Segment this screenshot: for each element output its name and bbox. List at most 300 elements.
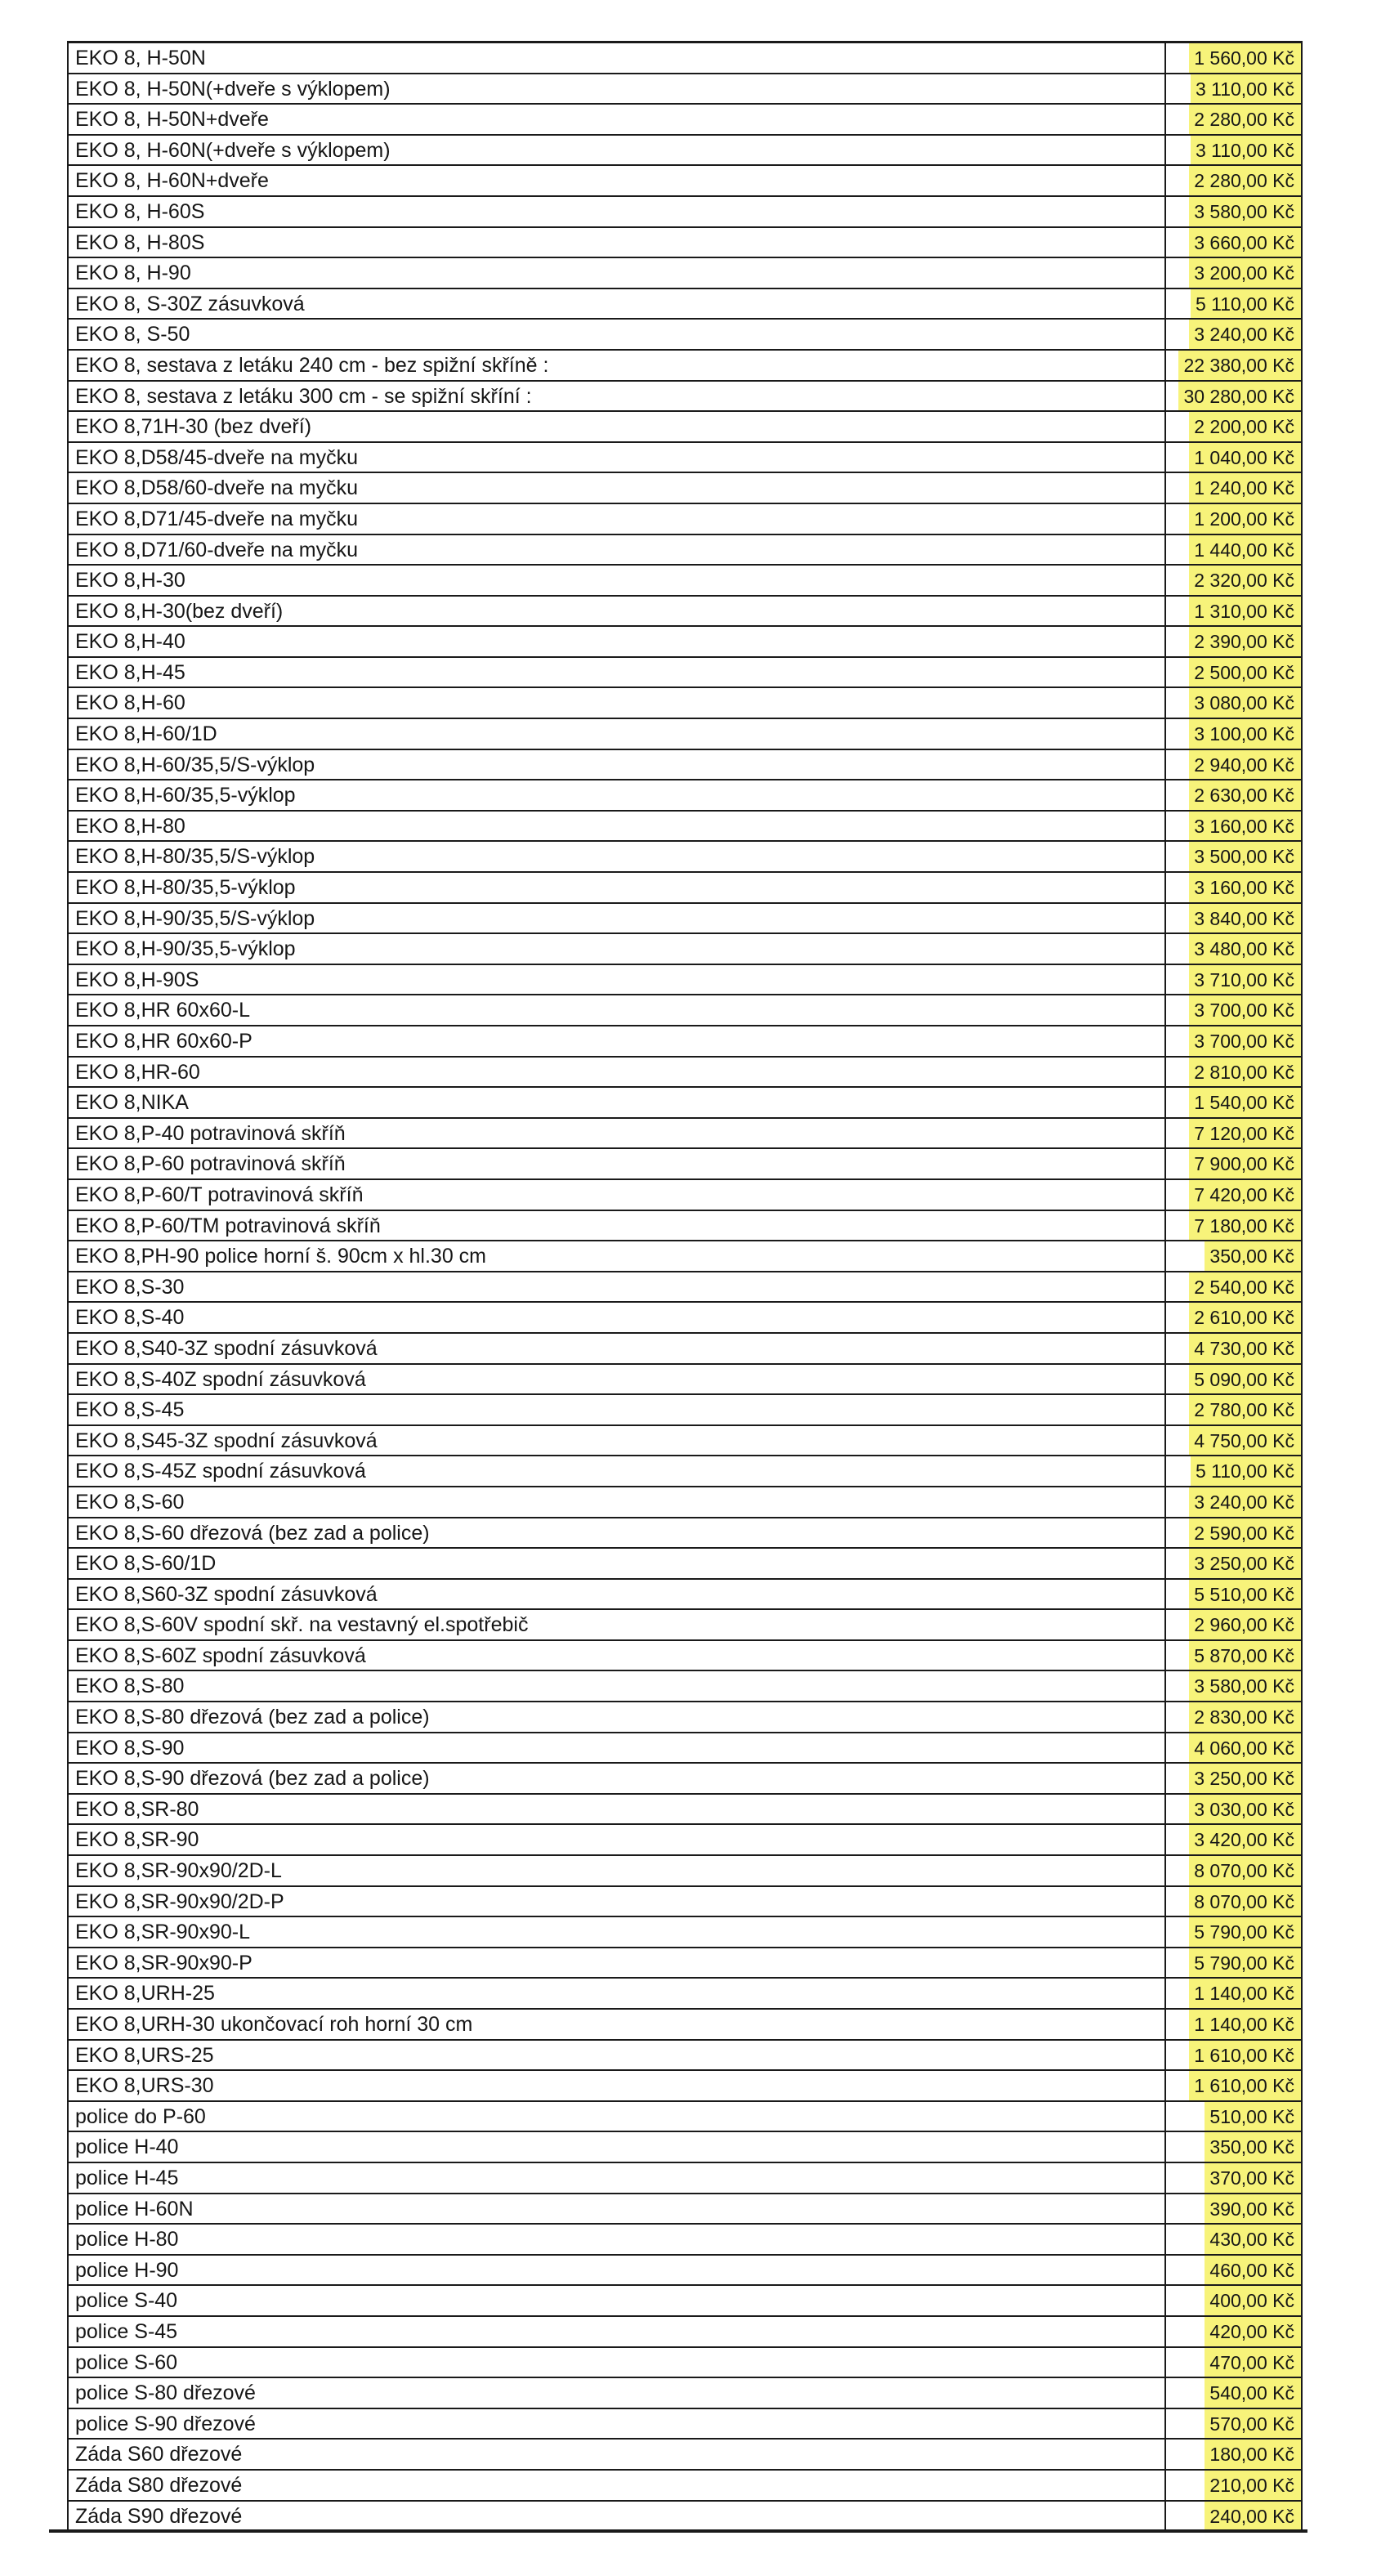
item-name: EKO 8, H-50N(+dveře s výklopem) (69, 74, 1166, 104)
table-row (69, 1887, 1303, 1918)
item-price: 5 870,00 Kč (1189, 1641, 1301, 1670)
price-cell (1166, 1395, 1303, 1424)
item-name: EKO 8,P-60/TM potravinová skříň (69, 1211, 1166, 1241)
table-row (69, 904, 1303, 935)
item-name: EKO 8,S-60 (69, 1487, 1166, 1517)
table-row (69, 289, 1303, 320)
table-row (69, 443, 1303, 474)
item-name: police S-80 dřezové (69, 2378, 1166, 2408)
item-price: 1 310,00 Kč (1189, 597, 1301, 626)
item-name: EKO 8,S40-3Z spodní zásuvková (69, 1334, 1166, 1363)
item-name: EKO 8,D71/60-dveře na myčku (69, 535, 1166, 565)
item-price: 570,00 Kč (1205, 2409, 1301, 2439)
price-cell (1166, 1303, 1303, 1332)
item-name: police H-45 (69, 2163, 1166, 2193)
price-cell (1166, 2071, 1303, 2100)
price-cell (1166, 1119, 1303, 1148)
item-price: 3 240,00 Kč (1189, 320, 1301, 349)
item-price: 7 120,00 Kč (1189, 1119, 1301, 1148)
item-name: EKO 8,H-30 (69, 566, 1166, 595)
price-cell (1166, 504, 1303, 534)
item-price: 2 280,00 Kč (1189, 105, 1301, 134)
price-cell (1166, 1334, 1303, 1363)
item-price: 400,00 Kč (1205, 2286, 1301, 2315)
item-name: EKO 8,SR-90x90/2D-L (69, 1856, 1166, 1885)
price-cell (1166, 1211, 1303, 1241)
item-name: police do P-60 (69, 2102, 1166, 2131)
table-row (69, 197, 1303, 228)
item-name: EKO 8,S-60 dřezová (bez zad a police) (69, 1518, 1166, 1548)
price-cell (1166, 1549, 1303, 1578)
table-row (69, 1365, 1303, 1396)
price-cell (1166, 1365, 1303, 1394)
table-row (69, 473, 1303, 504)
table-row (69, 412, 1303, 443)
item-price: 3 500,00 Kč (1189, 842, 1301, 871)
item-name: police S-45 (69, 2317, 1166, 2346)
item-name: police S-60 (69, 2348, 1166, 2377)
price-cell (1166, 2502, 1303, 2531)
price-cell (1166, 658, 1303, 687)
price-cell (1166, 965, 1303, 995)
item-price: 2 630,00 Kč (1189, 780, 1301, 810)
table-row (69, 1211, 1303, 1242)
item-name: EKO 8,URH-30 ukončovací roh horní 30 cm (69, 2010, 1166, 2039)
price-cell (1166, 719, 1303, 749)
item-name: EKO 8,H-60/35,5/S-výklop (69, 750, 1166, 780)
price-cell (1166, 1487, 1303, 1517)
table-row (69, 320, 1303, 351)
item-name: EKO 8,P-40 potravinová skříň (69, 1119, 1166, 1148)
item-price: 350,00 Kč (1205, 2132, 1301, 2162)
item-price: 4 750,00 Kč (1189, 1426, 1301, 1456)
price-cell (1166, 1026, 1303, 1056)
price-cell (1166, 1825, 1303, 1854)
item-price: 3 250,00 Kč (1189, 1549, 1301, 1578)
table-row (69, 1518, 1303, 1550)
table-row (69, 995, 1303, 1026)
item-name: EKO 8,S-45Z spodní zásuvková (69, 1456, 1166, 1486)
price-cell (1166, 904, 1303, 933)
price-cell (1166, 1917, 1303, 1947)
table-row (69, 1088, 1303, 1119)
item-name: police S-90 dřezové (69, 2409, 1166, 2439)
item-name: EKO 8, H-60N(+dveře s výklopem) (69, 136, 1166, 165)
table-row (69, 2071, 1303, 2102)
item-price: 3 160,00 Kč (1189, 873, 1301, 902)
table-row (69, 812, 1303, 843)
price-cell (1166, 1641, 1303, 1670)
item-name: EKO 8,H-90/35,5-výklop (69, 934, 1166, 964)
item-name: EKO 8,H-80/35,5/S-výklop (69, 842, 1166, 871)
table-row (69, 1026, 1303, 1058)
item-price: 1 140,00 Kč (1189, 2010, 1301, 2039)
table-row (69, 2378, 1303, 2409)
table-row (69, 719, 1303, 750)
price-cell (1166, 197, 1303, 226)
item-price: 2 590,00 Kč (1189, 1518, 1301, 1548)
price-cell (1166, 2286, 1303, 2315)
price-cell (1166, 258, 1303, 288)
table-row (69, 1149, 1303, 1180)
item-name: EKO 8,H-30(bez dveří) (69, 597, 1166, 626)
item-price: 180,00 Kč (1205, 2440, 1301, 2469)
price-cell (1166, 1610, 1303, 1639)
item-name: police H-90 (69, 2256, 1166, 2285)
table-row (69, 2409, 1303, 2440)
price-cell (1166, 1518, 1303, 1548)
price-cell (1166, 1795, 1303, 1824)
table-row (69, 597, 1303, 628)
item-price: 1 200,00 Kč (1189, 504, 1301, 534)
item-price: 2 610,00 Kč (1189, 1303, 1301, 1332)
item-price: 1 610,00 Kč (1189, 2071, 1301, 2100)
item-name: EKO 8, H-60N+dveře (69, 166, 1166, 195)
item-name: EKO 8,D71/45-dveře na myčku (69, 504, 1166, 534)
table-row (69, 136, 1303, 167)
item-price: 2 320,00 Kč (1189, 566, 1301, 595)
item-name: EKO 8,S60-3Z spodní zásuvková (69, 1580, 1166, 1609)
price-cell (1166, 43, 1303, 73)
table-row (69, 1058, 1303, 1089)
item-name: EKO 8,P-60 potravinová skříň (69, 1149, 1166, 1178)
table-row (69, 2256, 1303, 2287)
table-row (69, 658, 1303, 689)
table-row (69, 1764, 1303, 1795)
table-row (69, 1456, 1303, 1487)
table-row (69, 1948, 1303, 1979)
item-price: 8 070,00 Kč (1189, 1887, 1301, 1916)
table-row (69, 627, 1303, 658)
table-row (69, 351, 1303, 382)
price-cell (1166, 473, 1303, 503)
item-price: 2 540,00 Kč (1189, 1272, 1301, 1302)
price-cell (1166, 688, 1303, 718)
table-bottom-border (49, 2529, 1307, 2533)
price-cell (1166, 1764, 1303, 1793)
price-cell (1166, 136, 1303, 165)
table-row (69, 1180, 1303, 1211)
item-name: EKO 8, H-60S (69, 197, 1166, 226)
item-name: EKO 8,URS-30 (69, 2071, 1166, 2100)
price-cell (1166, 412, 1303, 441)
item-name: EKO 8,SR-90x90/2D-P (69, 1887, 1166, 1916)
item-name: EKO 8,H-45 (69, 658, 1166, 687)
table-row (69, 2225, 1303, 2256)
price-cell (1166, 2409, 1303, 2439)
item-name: EKO 8,SR-80 (69, 1795, 1166, 1824)
price-cell (1166, 597, 1303, 626)
price-cell (1166, 1180, 1303, 1210)
price-cell (1166, 780, 1303, 810)
table-row (69, 2163, 1303, 2194)
table-row (69, 1825, 1303, 1856)
table-row (69, 688, 1303, 719)
table-row (69, 105, 1303, 136)
item-name: EKO 8, sestava z letáku 300 cm - se spižní skříní : (69, 382, 1166, 411)
table-row (69, 566, 1303, 597)
item-price: 350,00 Kč (1205, 1241, 1301, 1271)
item-name: EKO 8, H-90 (69, 258, 1166, 288)
price-cell (1166, 1241, 1303, 1271)
item-name: Záda S80 dřezové (69, 2471, 1166, 2500)
table-row (69, 1426, 1303, 1457)
table-row (69, 2194, 1303, 2225)
price-cell (1166, 995, 1303, 1025)
item-name: EKO 8,S-40Z spodní zásuvková (69, 1365, 1166, 1394)
item-name: EKO 8,SR-90x90-P (69, 1948, 1166, 1978)
table-row (69, 1272, 1303, 1304)
item-name: EKO 8,P-60/T potravinová skříň (69, 1180, 1166, 1210)
price-cell (1166, 2440, 1303, 2469)
item-name: EKO 8,H-90S (69, 965, 1166, 995)
price-cell (1166, 2163, 1303, 2193)
price-cell (1166, 166, 1303, 195)
item-price: 3 840,00 Kč (1189, 904, 1301, 933)
item-price: 2 780,00 Kč (1189, 1395, 1301, 1424)
price-cell (1166, 289, 1303, 319)
item-price: 3 710,00 Kč (1189, 965, 1301, 995)
item-name: EKO 8,H-60 (69, 688, 1166, 718)
price-cell (1166, 1856, 1303, 1885)
item-name: EKO 8,NIKA (69, 1088, 1166, 1117)
item-name: EKO 8,PH-90 police horní š. 90cm x hl.30 cm (69, 1241, 1166, 1271)
item-price: 2 280,00 Kč (1189, 166, 1301, 195)
item-name: EKO 8,H-40 (69, 627, 1166, 656)
price-cell (1166, 2471, 1303, 2500)
table-row (69, 1241, 1303, 1272)
price-cell (1166, 2132, 1303, 2162)
item-price: 370,00 Kč (1205, 2163, 1301, 2193)
price-cell (1166, 842, 1303, 871)
item-name: police H-60N (69, 2194, 1166, 2224)
item-price: 3 200,00 Kč (1189, 258, 1301, 288)
item-name: EKO 8,H-80/35,5-výklop (69, 873, 1166, 902)
table-row (69, 228, 1303, 259)
table-row (69, 1334, 1303, 1365)
price-cell (1166, 1702, 1303, 1732)
price-cell (1166, 1887, 1303, 1916)
table-row (69, 2041, 1303, 2072)
item-price: 2 500,00 Kč (1189, 658, 1301, 687)
item-price: 2 390,00 Kč (1189, 627, 1301, 656)
price-table (67, 41, 1303, 2532)
table-row (69, 1795, 1303, 1826)
price-cell (1166, 812, 1303, 841)
table-row (69, 873, 1303, 904)
item-price: 1 540,00 Kč (1189, 1088, 1301, 1117)
price-cell (1166, 105, 1303, 134)
item-price: 2 200,00 Kč (1189, 412, 1301, 441)
price-cell (1166, 2348, 1303, 2377)
item-price: 3 030,00 Kč (1189, 1795, 1301, 1824)
item-price: 3 480,00 Kč (1189, 934, 1301, 964)
item-name: EKO 8,D58/45-dveře na myčku (69, 443, 1166, 472)
item-price: 470,00 Kč (1205, 2348, 1301, 2377)
item-price: 3 100,00 Kč (1189, 719, 1301, 749)
item-name: EKO 8,HR 60x60-L (69, 995, 1166, 1025)
item-price: 420,00 Kč (1205, 2317, 1301, 2346)
table-row (69, 258, 1303, 289)
item-name: EKO 8,S-40 (69, 1303, 1166, 1332)
price-cell (1166, 2102, 1303, 2131)
item-price: 1 140,00 Kč (1189, 1979, 1301, 2008)
item-price: 1 610,00 Kč (1189, 2041, 1301, 2070)
item-name: Záda S90 dřezové (69, 2502, 1166, 2531)
item-name: EKO 8,H-60/1D (69, 719, 1166, 749)
price-cell (1166, 2256, 1303, 2285)
price-cell (1166, 1671, 1303, 1701)
item-price: 5 790,00 Kč (1189, 1948, 1301, 1978)
table-row (69, 780, 1303, 812)
price-cell (1166, 1088, 1303, 1117)
item-price: 2 940,00 Kč (1189, 750, 1301, 780)
table-row (69, 382, 1303, 413)
item-name: EKO 8,S-60V spodní skř. na vestavný el.spotřebič (69, 1610, 1166, 1639)
item-price: 4 730,00 Kč (1189, 1334, 1301, 1363)
table-row (69, 1917, 1303, 1948)
item-name: EKO 8, S-50 (69, 320, 1166, 349)
item-price: 3 700,00 Kč (1189, 1026, 1301, 1056)
table-row (69, 166, 1303, 197)
item-name: EKO 8,S45-3Z spodní zásuvková (69, 1426, 1166, 1456)
table-row (69, 535, 1303, 566)
item-name: EKO 8, H-50N (69, 43, 1166, 73)
price-cell (1166, 627, 1303, 656)
item-name: EKO 8,S-90 (69, 1733, 1166, 1763)
item-price: 22 380,00 Kč (1178, 351, 1301, 380)
item-price: 460,00 Kč (1205, 2256, 1301, 2285)
table-row (69, 934, 1303, 965)
price-cell (1166, 873, 1303, 902)
price-cell (1166, 1149, 1303, 1178)
item-price: 30 280,00 Kč (1178, 382, 1301, 411)
table-row (69, 1303, 1303, 1334)
table-row (69, 1610, 1303, 1641)
item-price: 4 060,00 Kč (1189, 1733, 1301, 1763)
item-price: 7 180,00 Kč (1189, 1211, 1301, 1241)
table-row (69, 1119, 1303, 1150)
item-name: EKO 8,S-30 (69, 1272, 1166, 1302)
table-row (69, 74, 1303, 105)
item-price: 240,00 Kč (1205, 2502, 1301, 2531)
price-cell (1166, 351, 1303, 380)
item-name: police H-80 (69, 2225, 1166, 2254)
item-price: 1 240,00 Kč (1189, 473, 1301, 503)
item-name: EKO 8,H-60/35,5-výklop (69, 780, 1166, 810)
price-cell (1166, 535, 1303, 565)
item-name: EKO 8,D58/60-dveře na myčku (69, 473, 1166, 503)
price-cell (1166, 1580, 1303, 1609)
table-row (69, 1549, 1303, 1580)
item-name: police S-40 (69, 2286, 1166, 2315)
item-price: 5 510,00 Kč (1189, 1580, 1301, 1609)
item-price: 2 810,00 Kč (1189, 1058, 1301, 1087)
item-name: EKO 8,SR-90 (69, 1825, 1166, 1854)
price-cell (1166, 1058, 1303, 1087)
table-row (69, 1671, 1303, 1702)
item-name: EKO 8,URS-25 (69, 2041, 1166, 2070)
table-row (69, 2502, 1303, 2533)
item-price: 3 420,00 Kč (1189, 1825, 1301, 1854)
price-cell (1166, 443, 1303, 472)
table-row (69, 965, 1303, 996)
price-cell (1166, 934, 1303, 964)
price-cell (1166, 1272, 1303, 1302)
item-price: 3 580,00 Kč (1189, 197, 1301, 226)
item-name: EKO 8,HR 60x60-P (69, 1026, 1166, 1056)
item-name: Záda S60 dřezové (69, 2440, 1166, 2469)
item-price: 5 790,00 Kč (1189, 1917, 1301, 1947)
item-price: 3 110,00 Kč (1191, 74, 1301, 104)
table-row (69, 504, 1303, 535)
price-cell (1166, 2194, 1303, 2224)
price-cell (1166, 1456, 1303, 1486)
item-price: 510,00 Kč (1205, 2102, 1301, 2131)
item-price: 1 040,00 Kč (1189, 443, 1301, 472)
price-cell (1166, 74, 1303, 104)
price-cell (1166, 2378, 1303, 2408)
item-price: 5 090,00 Kč (1189, 1365, 1301, 1394)
item-price: 3 250,00 Kč (1189, 1764, 1301, 1793)
table-row (69, 43, 1303, 74)
table-row (69, 1641, 1303, 1672)
item-name: EKO 8,S-80 (69, 1671, 1166, 1701)
item-price: 1 440,00 Kč (1189, 535, 1301, 565)
item-name: EKO 8,S-60/1D (69, 1549, 1166, 1578)
item-price: 3 110,00 Kč (1191, 136, 1301, 165)
table-row (69, 1979, 1303, 2010)
item-price: 3 660,00 Kč (1189, 228, 1301, 257)
table-row (69, 750, 1303, 781)
price-cell (1166, 382, 1303, 411)
item-price: 5 110,00 Kč (1191, 1456, 1301, 1486)
table-row (69, 1580, 1303, 1611)
price-cell (1166, 1733, 1303, 1763)
price-cell (1166, 1948, 1303, 1978)
table-row (69, 842, 1303, 873)
item-name: EKO 8, S-30Z zásuvková (69, 289, 1166, 319)
item-name: EKO 8, H-50N+dveře (69, 105, 1166, 134)
item-name: EKO 8,HR-60 (69, 1058, 1166, 1087)
item-price: 7 900,00 Kč (1189, 1149, 1301, 1178)
item-name: police H-40 (69, 2132, 1166, 2162)
table-row (69, 1395, 1303, 1426)
item-price: 390,00 Kč (1205, 2194, 1301, 2224)
item-name: EKO 8, sestava z letáku 240 cm - bez spižní skříně : (69, 351, 1166, 380)
item-name: EKO 8,S-45 (69, 1395, 1166, 1424)
table-row (69, 2471, 1303, 2502)
item-price: 210,00 Kč (1205, 2471, 1301, 2500)
table-row (69, 2317, 1303, 2348)
price-cell (1166, 1426, 1303, 1456)
item-price: 7 420,00 Kč (1189, 1180, 1301, 1210)
table-row (69, 2286, 1303, 2317)
item-price: 3 580,00 Kč (1189, 1671, 1301, 1701)
item-price: 540,00 Kč (1205, 2378, 1301, 2408)
table-row (69, 1702, 1303, 1733)
price-cell (1166, 2317, 1303, 2346)
item-name: EKO 8,URH-25 (69, 1979, 1166, 2008)
table-row (69, 2010, 1303, 2041)
item-name: EKO 8,S-90 dřezová (bez zad a police) (69, 1764, 1166, 1793)
item-price: 2 830,00 Kč (1189, 1702, 1301, 1732)
item-name: EKO 8, H-80S (69, 228, 1166, 257)
price-cell (1166, 2225, 1303, 2254)
price-cell (1166, 2041, 1303, 2070)
item-price: 3 700,00 Kč (1189, 995, 1301, 1025)
table-row (69, 1856, 1303, 1887)
